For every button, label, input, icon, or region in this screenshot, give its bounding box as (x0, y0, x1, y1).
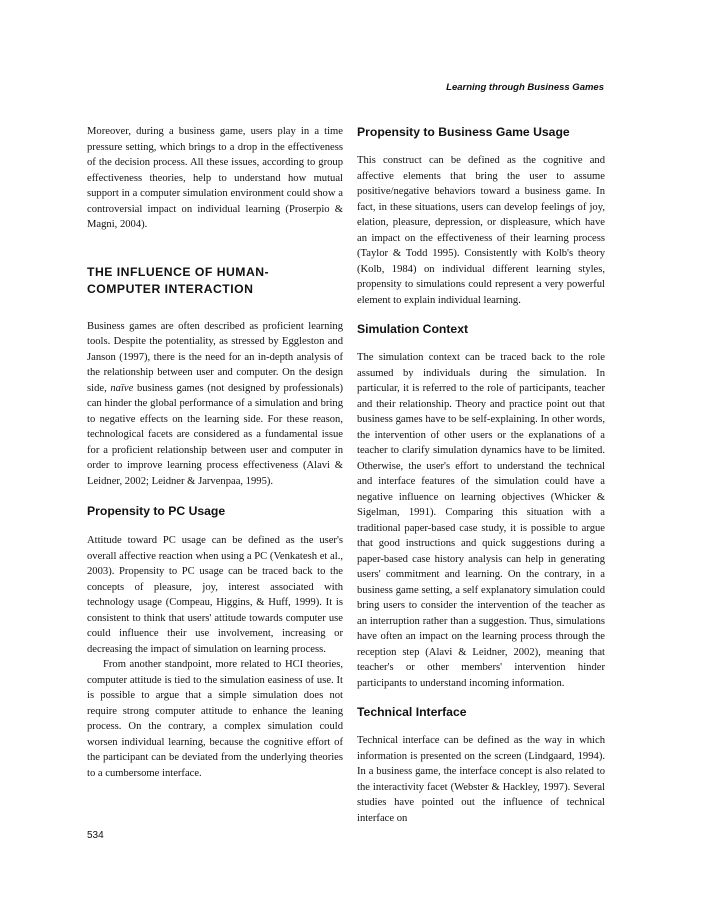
bg-usage-paragraph: This construct can be defined as the cognitive and affective elements that bring the user to assume positive/negative behaviors toward a business game. In fact, in these situations, users can develop feelings of joy, elation, pleasure, depression, or displeasure, which have an impact on the effectiveness of their learning process (Taylor & Todd 1995). Consistently with Kolb's theory (Kolb, 1984) on individual different learning styles, propensity to simulations could represent a very powerful element to explain individual learning. (357, 155, 605, 306)
left-column (87, 124, 343, 781)
sim-context-heading: Simulation Context (357, 322, 469, 336)
pc-usage-paragraph-1: Attitude toward PC usage can be defined as the user's overall affective reaction when using a PC (Venkatesh et al., 2003). Propensity to PC usage can be traced back to the concepts of pleasure, joy, interest associated with technology usage (Compeau, Higgins, & Huff, 1999). It is consistent to think that users' attitude towards computer use could influence their use involvement, increasing or decreasing the impact of simulation on learning process. (87, 535, 343, 655)
section-heading-hci (87, 264, 343, 298)
section-heading-line2: COMPUTER INTERACTION (87, 281, 254, 296)
hci-paragraph (87, 319, 343, 490)
bg-usage-heading: Propensity to Business Game Usage (357, 125, 570, 139)
pc-usage-paragraph-2: From another standpoint, more related to HCI theories, computer attitude is tied to the simulation easiness of use. It is possible to argue that a simple simulation does not require strong computer attitude to enhance the leaning process. On the contrary, a complex simulation could worsen individual learning, because the cognitive effort of the participant can be deviated from the underlying theories to a cumbersome interface. (87, 659, 343, 779)
sim-context-paragraph: The simulation context can be traced back to the role assumed by individuals during the simulation. In particular, it is referred to the role of participants, teacher and their relationship. Theory and practice point out that business games have to be self-explaining. In other words, the intervention of other users or the explanations of a teacher to clarify simulation dynamics have to be limited. Otherwise, the user's effort to understand the technical and interface features of the simulation could have a negative influence on learning objectives (Whicker & Sigelman, 1991). Comparing this situation with a traditional paper-based case study, it is possible to argue that good instructions and quick suggestions during a paper-based case history analysis can help in generating users' commitment and learning. On the contrary, in a business game setting, a self explanatory simulation could bring users to consider the intervention of the teacher as an interruption rather than a suggestion. Thus, simulations have often an impact on the learning process through the reception step (Alavi & Leidner, 2002), meaning that teacher's or other members' intervention hinder participants to understand incoming information. (357, 352, 605, 689)
right-column (357, 124, 605, 826)
hci-paragraph-part-a: Business games are often described as proficient learning tools. Despite the potentiality, as stressed by Eggleston and Janson (1997), there is the need for an in-depth analysis of the relationship between user and computer. On the design side, (87, 320, 343, 394)
pc-usage-heading: Propensity to PC Usage (87, 504, 226, 518)
intro-paragraph: Moreover, during a business game, users play in a time pressure setting, which brings to a drop in the effectiveness of the decision process. All these issues, according to group effectiveness theories, help to understand how mutual support in a computer simulation environment could show a controversial impact on individual learning (Proserpio & Magni, 2004). (87, 126, 343, 230)
hci-paragraph-part-b: business games (not designed by professionals) can hinder the global performance of a simulation and bring to negative effects on the learning side. For these reason, technological facets are considered as a fundamental issue for a proficient relationship between user and computer in order to improve learning process effectiveness (Alavi & Leidner, 2002; Leidner & Jarvenpaa, 1995). (87, 382, 343, 487)
hci-paragraph-italic: naïve (110, 382, 134, 394)
tech-interface-heading: Technical Interface (357, 705, 467, 719)
running-head: Learning through Business Games (446, 82, 604, 93)
page-number: 534 (87, 830, 104, 841)
section-heading-line1: THE INFLUENCE OF HUMAN- (87, 264, 270, 279)
tech-interface-paragraph: Technical interface can be defined as the way in which information is presented on the screen (Lindgaard, 1994). In a business game, the interface concept is also related to the interactivity facet (Webster & Hackley, 1997). Several studies have pointed out the influence of technical interface on (357, 735, 605, 824)
